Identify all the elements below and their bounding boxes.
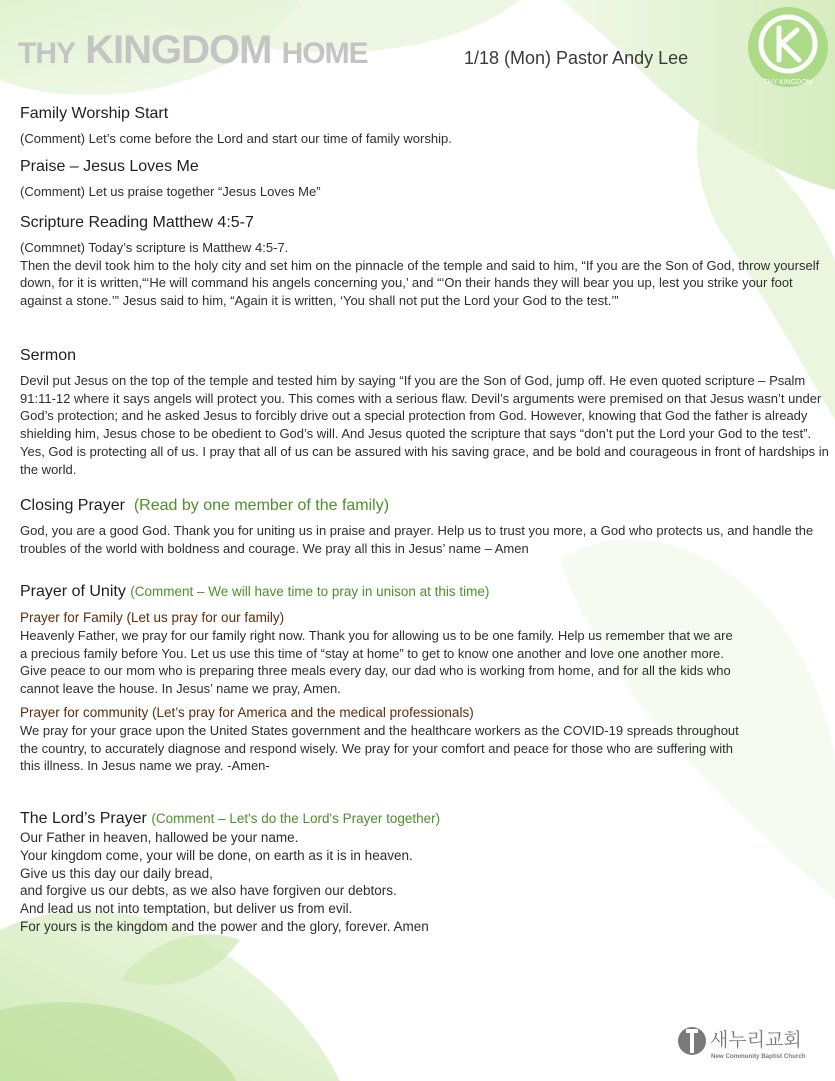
section-prayer-of-unity xyxy=(20,581,832,775)
closing-prayer-heading-row xyxy=(20,495,832,516)
title-thy: THY xyxy=(18,37,75,70)
praise-heading: Praise – Jesus Loves Me xyxy=(20,158,199,175)
sermon-text: Devil put Jesus on the top of the temple and tested him by saying “If you are the Son of God, jump off. He even quoted scripture – Psalm 91:11-12 where it says angels will protect you. This comes with a serious flaw. Devil’s arguments were premised on that Jesus wasn’t under God’s protection; and he asked Jesus to forcibly drive out a special protection from God. However, knowing that God the father is already shielding him, Jesus chose to be obedient to God’s will. And Jesus quoted the scripture that says “don’t put the Lord your God to the test”. Yes, God is protecting all of us. I pray that all of us can be assured with his saving grace, and be bold and courageous in front of hardships in the world. xyxy=(20,373,829,477)
praise-comment: (Comment) Let us praise together “Jesus Loves Me” xyxy=(20,184,321,199)
lords-prayer-heading: The Lord’s Prayer xyxy=(20,810,147,827)
closing-prayer-text: God, you are a good God. Thank you for uniting us in praise and prayer. Help us to trust you more, a God who protects us, and handle the troubles of the world with boldness and courage. We pray all this in Jesus’ name – Amen xyxy=(20,523,814,556)
lords-prayer-heading-row xyxy=(20,808,832,829)
closing-prayer-note: (Read by one member of the family) xyxy=(133,497,390,514)
prayer-family-heading: Prayer for Family (Let us pray for our family) xyxy=(20,610,285,625)
title-home: HOME xyxy=(281,37,368,70)
prayer-community-text xyxy=(20,722,832,775)
prayer-of-unity-heading: Prayer of Unity xyxy=(20,583,126,600)
church-logo xyxy=(676,1023,826,1063)
lords-prayer-line: and forgive us our debts, as we also have forgiven our debtors. xyxy=(20,883,397,899)
worship-start-comment: (Comment) Let’s come before the Lord and start our time of family worship. xyxy=(20,131,452,146)
prayer-community-line: the country, to accurately diagnose and respond wisely. We pray for your comfort and peace for those who are suffering with xyxy=(20,740,733,756)
thy-kingdom-logo-icon xyxy=(745,4,831,90)
prayer-community-heading: Prayer for community (Let’s pray for America and the medical professionals) xyxy=(20,704,474,720)
lords-prayer-line: For yours is the kingdom and the power and the glory, forever. Amen xyxy=(20,918,429,934)
title-kingdom: KINGDOM xyxy=(85,28,272,72)
prayer-family-line: Heavenly Father, we pray for our family right now. Thank you for allowing us to be one family. Help us remember that we are xyxy=(20,628,733,643)
section-sermon xyxy=(20,345,832,478)
section-lords-prayer xyxy=(20,808,832,936)
scripture-text: Then the devil took him to the holy city and set him on the pinnacle of the temple and said to him, “If you are the Son of God, throw yourself down, for it is written,“‘He will command his angels concerning you,’ and “‘On their hands they will bear you up, lest you strike your foot against a stone.’” Jesus said to him, “Again it is written, ‘You shall not put the Lord your God to the test.’” xyxy=(20,257,820,309)
section-scripture xyxy=(20,212,832,310)
prayer-family-line: Give peace to our mom who is preparing three meals every day, our dad who is working from home, and for all the kids who xyxy=(20,663,731,679)
scripture-intro: (Commnet) Today’s scripture is Matthew 4:5-7. xyxy=(20,240,289,255)
prayer-of-unity-note: (Comment – We will have time to pray in unison at this time) xyxy=(130,584,490,599)
prayer-of-unity-heading-row xyxy=(20,581,832,602)
prayer-family-text xyxy=(20,627,832,698)
worship-start-heading: Family Worship Start xyxy=(20,105,169,122)
date-pastor-subtitle: 1/18 (Mon) Pastor Andy Lee xyxy=(464,48,689,68)
lords-prayer-note: (Comment – Let's do the Lord's Prayer together) xyxy=(151,811,441,826)
logo-text: THY KINGDOM xyxy=(763,79,813,86)
prayer-community-line: this illness. In Jesus name we pray. -Amen- xyxy=(20,758,270,774)
church-english-name: New Community Baptist Church xyxy=(711,1053,806,1060)
sermon-heading: Sermon xyxy=(20,347,77,364)
closing-prayer-heading: Closing Prayer xyxy=(20,497,125,514)
prayer-community-line: We pray for your grace upon the United States government and the healthcare workers as the COVID-19 spreads throughout xyxy=(20,722,739,738)
scripture-heading: Scripture Reading Matthew 4:5-7 xyxy=(20,214,254,231)
lords-prayer-line: Your kingdom come, your will be done, on earth as it is in heaven. xyxy=(20,847,413,863)
lords-prayer-text xyxy=(20,829,832,936)
lords-prayer-line: Our Father in heaven, hallowed be your name. xyxy=(20,830,299,845)
section-closing-prayer xyxy=(20,495,832,557)
lords-prayer-line: And lead us not into temptation, but deliver us from evil. xyxy=(20,901,353,917)
section-praise xyxy=(20,156,832,201)
church-korean-name: 새누리교회 xyxy=(710,1029,802,1051)
prayer-family-line: cannot leave the house. In Jesus’ name we pray, Amen. xyxy=(20,681,341,697)
page-title xyxy=(18,26,368,78)
section-worship-start xyxy=(20,103,832,148)
prayer-family-line: a precious family before You. Let us use this time of “stay at home” to get to know one another and love one another more. xyxy=(20,645,724,661)
lords-prayer-line: Give us this day our daily bread, xyxy=(20,865,213,881)
